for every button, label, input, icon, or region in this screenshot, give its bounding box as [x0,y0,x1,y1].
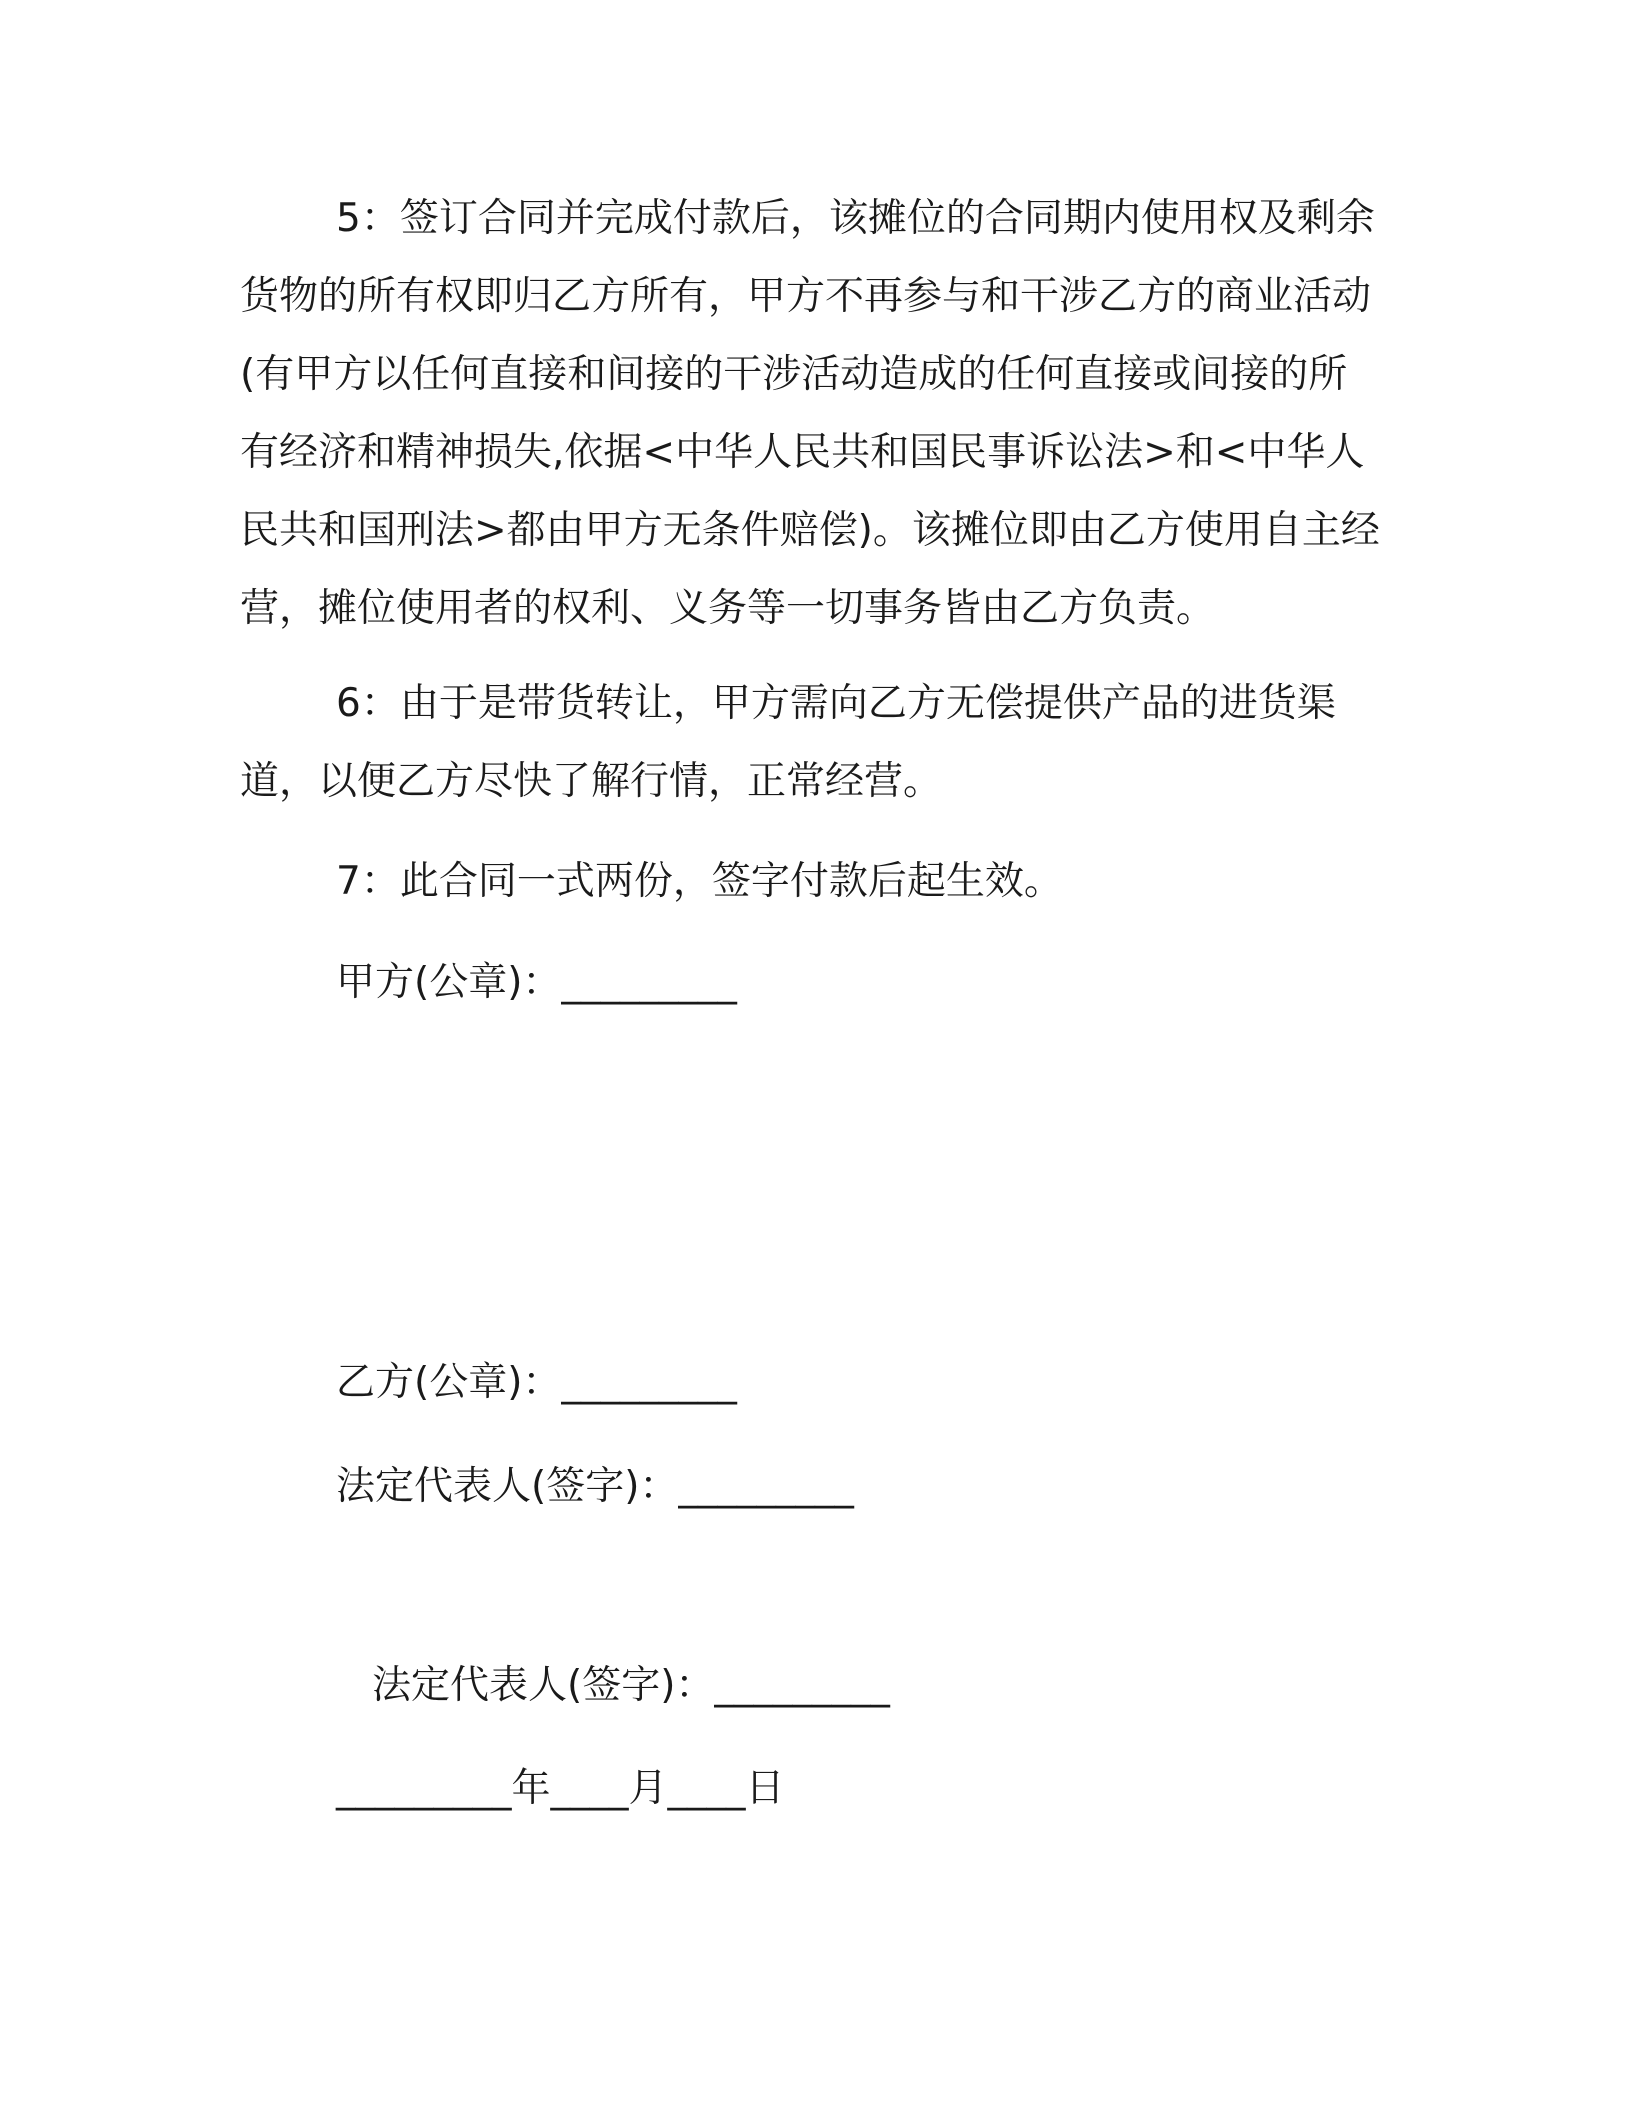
legal-rep-signature-1: 法定代表人(签字)：_________ [336,1464,854,1509]
party-a-seal: 甲方(公章)：_________ [336,960,737,1005]
clause-5: 5：签订合同并完成付款后，该摊位的合同期内使用权及剩余货物的所有权即归乙方所有，甲方不再参与和干涉乙方的商业活动(有甲方以任何直接和间接的干涉活动造成的任何直接或间接的所有经济和精神损失,依据<中华人民共和国民事诉讼法>和<中华人民共和国刑法>都由甲方无条件赔偿)。该摊位即由乙方使用自主经营，摊位使用者的权利、义务等一切事务皆由乙方负责。 [240,196,1380,631]
clause-6: 6：由于是带货转让，甲方需向乙方无偿提供产品的进货渠道，以便乙方尽快了解行情，正常经营。 [240,681,1336,804]
legal-rep-signature-2: 法定代表人(签字)：_________ [372,1663,890,1708]
clause-7: 7：此合同一式两份，签字付款后起生效。 [336,859,1063,904]
date-line: _________年____月____日 [336,1766,785,1811]
party-b-seal: 乙方(公章)：_________ [336,1360,737,1405]
